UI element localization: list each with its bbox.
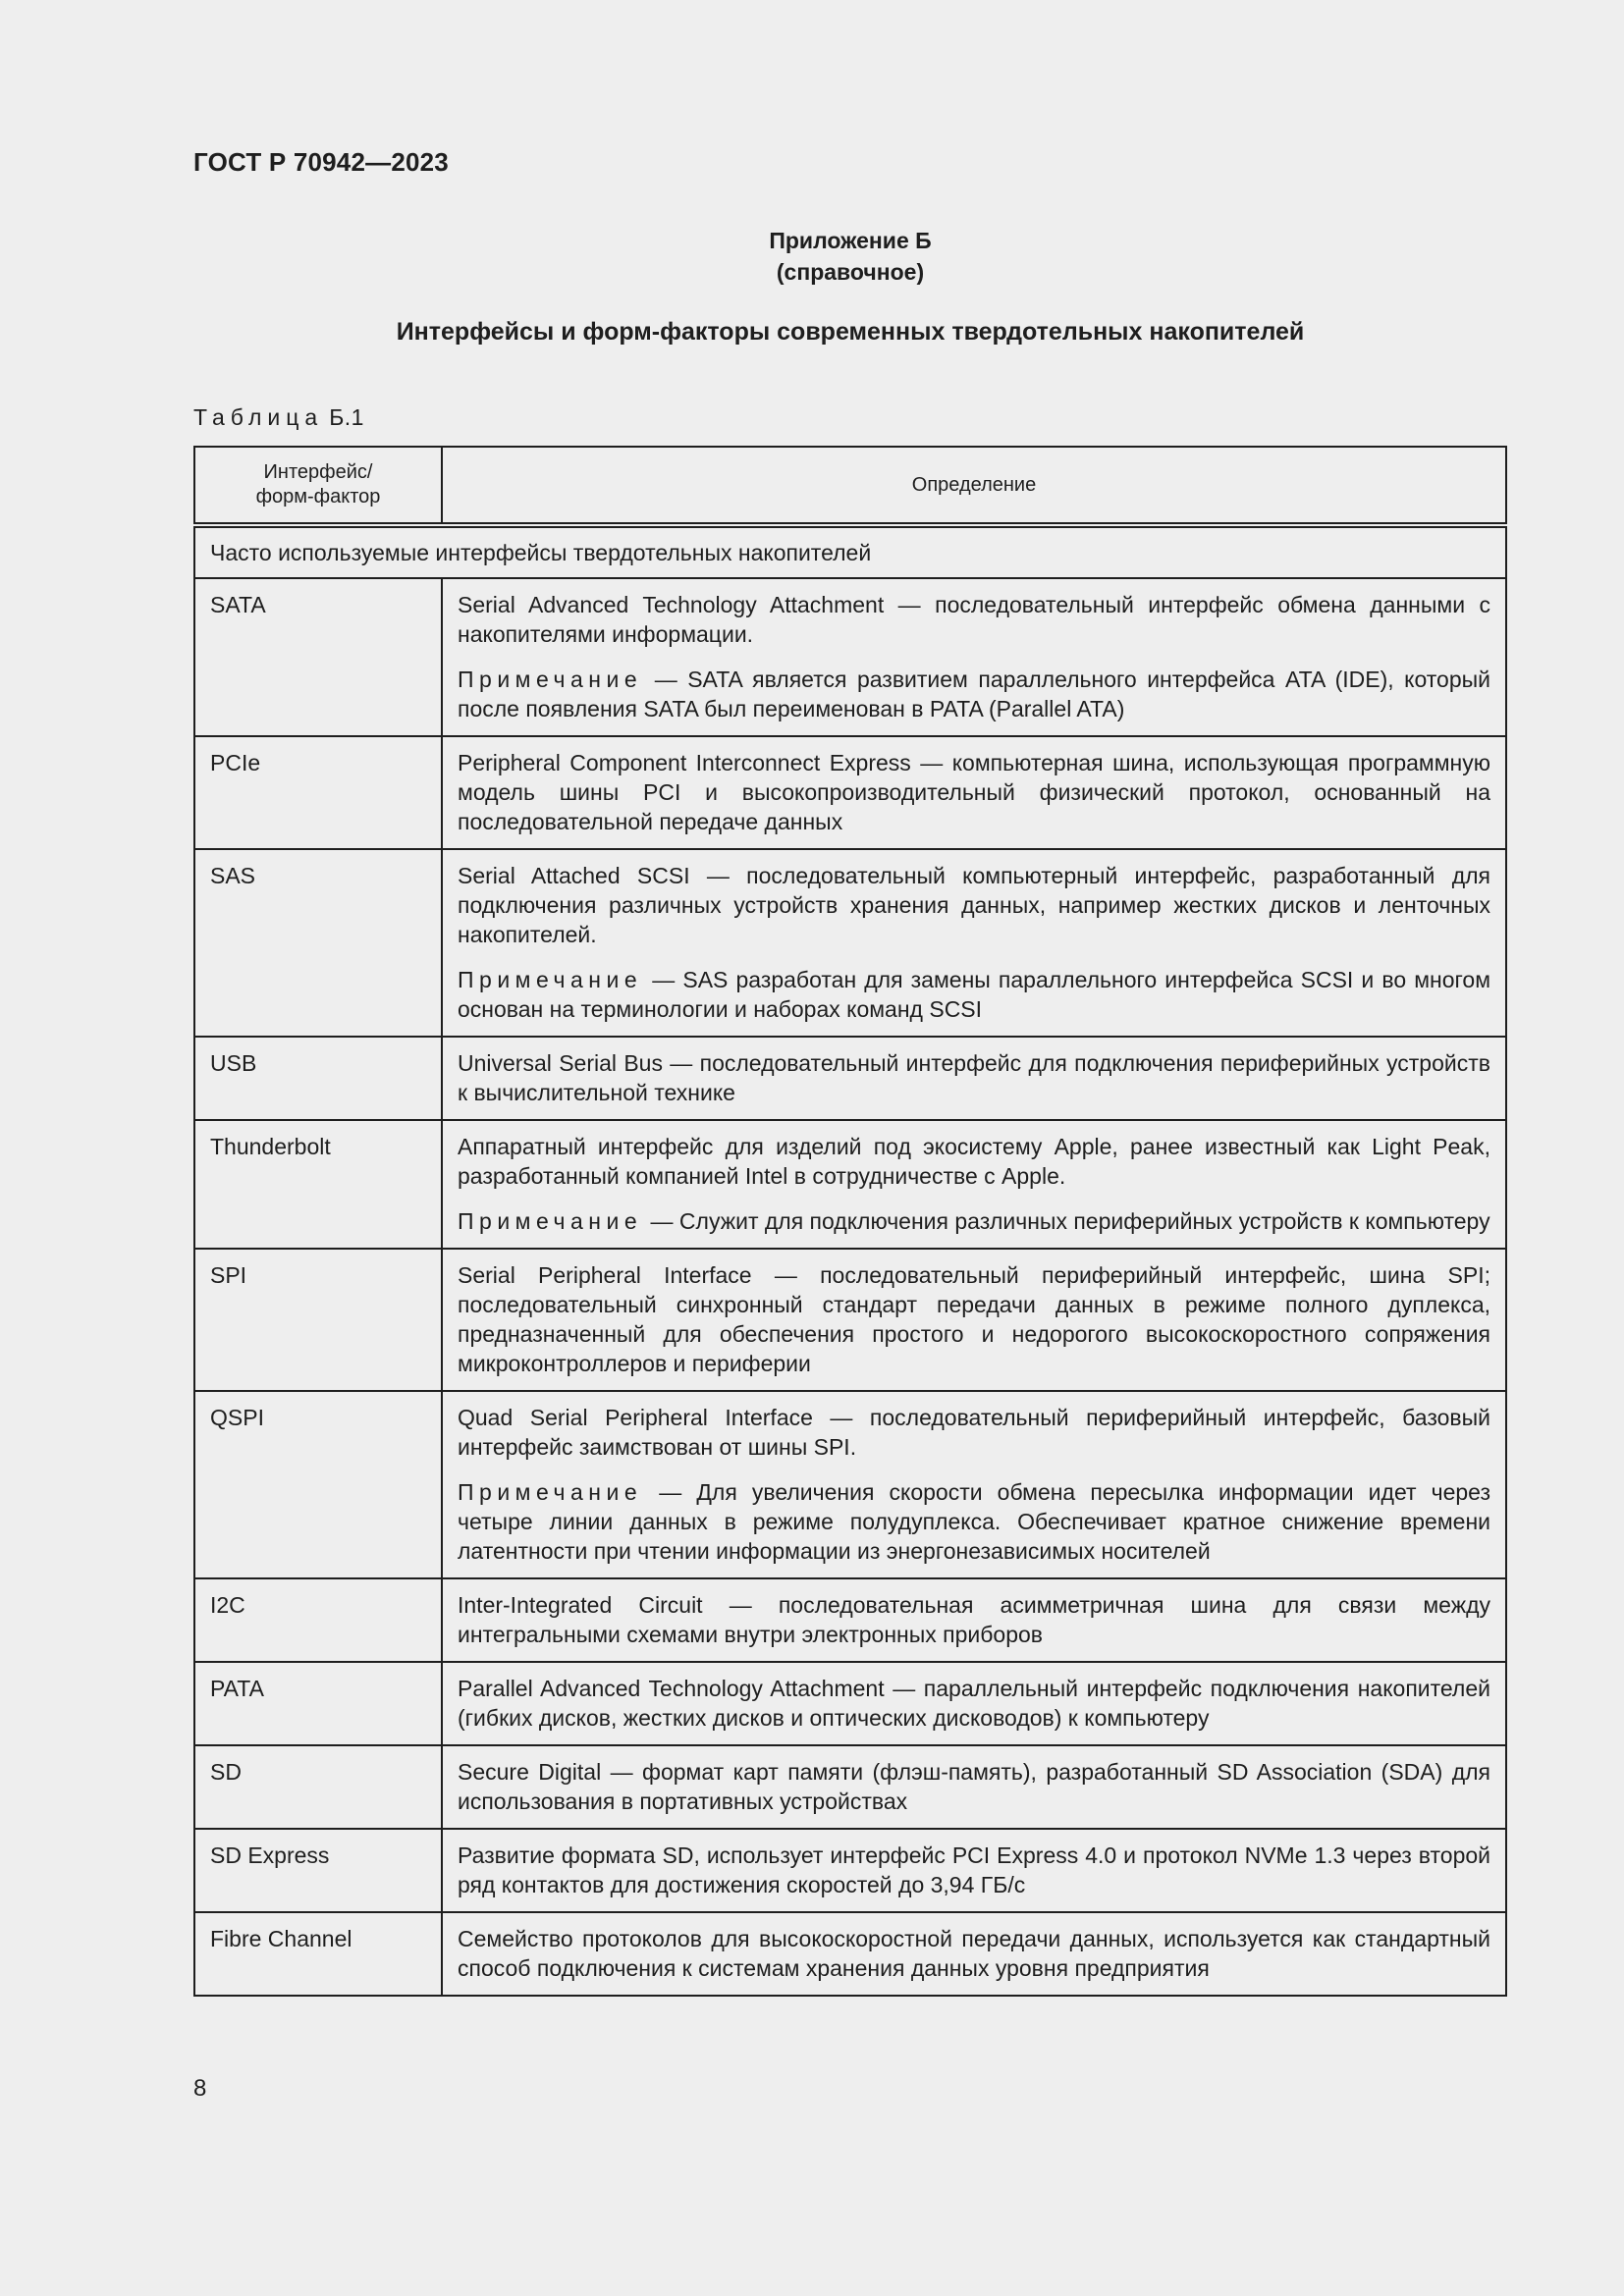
table-row [194,1662,1506,1745]
interface-name: Fibre Channel [194,1912,442,1996]
table-label [193,404,364,431]
definition-text: Quad Serial Peripheral Interface — последовательный периферийный интерфейс, базовый интерфейс заимствован от шины SPI. [458,1405,1490,1460]
interface-name: I2C [194,1578,442,1662]
table-label-number: Б.1 [329,404,364,430]
annex-title: Приложение Б [769,228,932,253]
interface-definition [442,578,1506,736]
definition-text: Serial Advanced Technology Attachment — последовательный интерфейс обмена данными с накопителями информации. [458,592,1490,647]
note-body: — SATA является развитием параллельного интерфейса ATA (IDE), который после появления SATA был переименован в PATA (Parallel ATA) [458,667,1491,721]
table-row [194,1391,1506,1578]
annex-heading [193,225,1507,288]
interface-name: SATA [194,578,442,736]
table-header-row [194,447,1506,525]
definition-text: Inter-Integrated Circuit — последовательная асимметричная шина для связи между интегральными схемами внутри электронных приборов [458,1592,1490,1647]
section-title: Часто используемые интерфейсы твердотельных накопителей [194,525,1506,578]
interface-name: SD [194,1745,442,1829]
interfaces-table [193,446,1507,1997]
interface-definition [442,1578,1506,1662]
col-header-interface [194,447,442,525]
table-row [194,1912,1506,1996]
col-header-definition: Определение [442,447,1506,525]
note-body: — Служит для подключения различных периферийных устройств к компьютеру [650,1208,1490,1234]
interface-name: USB [194,1037,442,1120]
definition-text: Peripheral Component Interconnect Express — компьютерная шина, использующая программную модель шины PCI и высокопроизводительный физический протокол, основанный на последовательной передаче данных [458,750,1490,834]
note-label: Примечание [458,1479,643,1505]
interface-definition [442,849,1506,1037]
interface-definition [442,1037,1506,1120]
note-label: Примечание [458,1208,643,1234]
interface-name: PATA [194,1662,442,1745]
note-label: Примечание [458,967,643,992]
interface-definition [442,1912,1506,1996]
note-label: Примечание [458,667,643,692]
main-title: Интерфейсы и форм-факторы современных твердотельных накопителей [396,318,1305,346]
interface-name: QSPI [194,1391,442,1578]
note-text [458,1477,1490,1566]
interface-name: SD Express [194,1829,442,1912]
note-text [458,1206,1490,1236]
note-text [458,965,1490,1024]
definition-text: Universal Serial Bus — последовательный интерфейс для подключения периферийных устройств к вычислительной технике [458,1050,1490,1105]
table-row [194,736,1506,849]
interface-definition [442,1120,1506,1249]
interface-name: Thunderbolt [194,1120,442,1249]
interface-definition [442,1745,1506,1829]
col-header-interface-text: Интерфейс/ форм-фактор [255,461,381,507]
interface-definition [442,1829,1506,1912]
definition-text: Аппаратный интерфейс для изделий под экосистему Apple, ранее известный как Light Peak, разработанный компанией Intel в сотрудничестве с Apple. [458,1134,1490,1189]
note-text [458,665,1490,723]
definition-text: Parallel Advanced Technology Attachment — параллельный интерфейс подключения накопителей (гибких дисков, жестких дисков и оптических дисководов) к компьютеру [458,1676,1490,1731]
definition-text: Развитие формата SD, использует интерфейс PCI Express 4.0 и протокол NVMe 1.3 через второй ряд контактов для достижения скоростей до 3,94 ГБ/с [458,1842,1490,1897]
table-row [194,1578,1506,1662]
table-row [194,578,1506,736]
definition-text: Семейство протоколов для высокоскоростной передачи данных, используется как стандартный способ подключения к системам хранения данных уровня предприятия [458,1926,1490,1981]
table-row [194,1249,1506,1391]
definition-text: Serial Attached SCSI — последовательный компьютерный интерфейс, разработанный для подключения различных устройств хранения данных, например жестких дисков и ленточных накопителей. [458,863,1490,947]
section-row [194,525,1506,578]
table-label-word: Таблица [193,404,324,430]
interface-name: PCIe [194,736,442,849]
page-number: 8 [193,2075,207,2102]
note-body: — SAS разработан для замены параллельного интерфейса SCSI и во многом основан на терминологии и наборах команд SCSI [458,967,1491,1022]
note-body: — Для увеличения скорости обмена пересылка информации идет через четыре линии данных в режиме полудуплекса. Обеспечивает кратное снижение времени латентности при чтении информации из энергонезависимых носителей [458,1479,1490,1564]
table-row [194,1037,1506,1120]
annex-type: (справочное) [776,259,925,285]
interface-definition [442,1662,1506,1745]
document-code: ГОСТ Р 70942—2023 [193,147,449,177]
interface-name: SPI [194,1249,442,1391]
table-row [194,1745,1506,1829]
interface-definition [442,1249,1506,1391]
definition-text: Serial Peripheral Interface — последовательный периферийный интерфейс, шина SPI; последовательный синхронный стандарт передачи данных в режиме полного дуплекса, предназначенный для обеспечения простого и недорогого высокоскоростного сопряжения микроконтроллеров и периферии [458,1262,1490,1376]
table-row [194,849,1506,1037]
interface-name: SAS [194,849,442,1037]
interface-definition [442,736,1506,849]
interface-definition [442,1391,1506,1578]
table-row [194,1829,1506,1912]
table-row [194,1120,1506,1249]
definition-text: Secure Digital — формат карт памяти (флэш-память), разработанный SD Association (SDA) для использования в портативных устройствах [458,1759,1490,1814]
